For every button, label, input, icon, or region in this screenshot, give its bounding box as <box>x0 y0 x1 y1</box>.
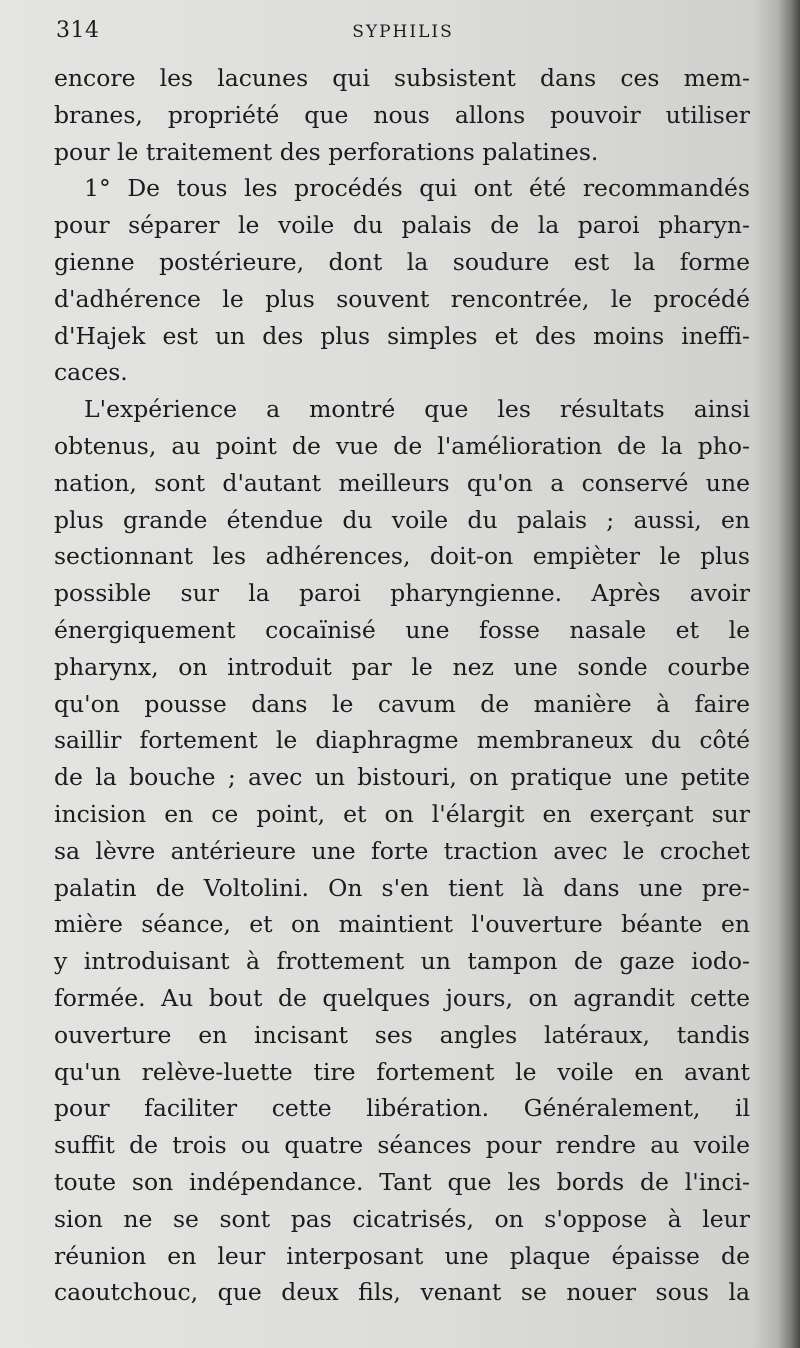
page-header <box>56 18 750 48</box>
text-line: sion ne se sont pas cicatrisés, on s'oppose à leur <box>54 1204 750 1233</box>
text-line: pour faciliter cette libération. Généralement, il <box>54 1094 750 1123</box>
text-line: suffit de trois ou quatre séances pour rendre au voile <box>54 1131 750 1160</box>
text-line: nation, sont d'autant meilleurs qu'on a conservé une <box>54 468 750 497</box>
text-line: 1° De tous les procédés qui ont été recommandés <box>84 174 750 203</box>
text-line: plus grande étendue du voile du palais ; aussi, en <box>54 505 750 534</box>
text-line: qu'un relève-luette tire fortement le voile en avant <box>54 1057 750 1086</box>
text-line: encore les lacunes qui subsistent dans ces mem- <box>54 64 750 92</box>
text-line: sa lèvre antérieure une forte traction avec le crochet <box>54 836 750 865</box>
text-line: de la bouche ; avec un bistouri, on pratique une petite <box>54 763 750 792</box>
text-line: possible sur la paroi pharyngienne. Après avoir <box>54 579 750 608</box>
text-line: énergiquement cocaïnisé une fosse nasale et le <box>54 615 750 644</box>
text-line: gienne postérieure, dont la soudure est la forme <box>54 247 750 276</box>
text-line: d'Hajek est un des plus simples et des moins ineffi- <box>54 321 750 350</box>
text-line: qu'on pousse dans le cavum de manière à faire <box>54 689 750 718</box>
page-edge-shadow <box>778 0 800 1348</box>
text-line: formée. Au bout de quelques jours, on agrandit cette <box>54 983 750 1012</box>
text-line: branes, propriété que nous allons pouvoir utiliser <box>54 100 750 129</box>
text-line: palatin de Voltolini. On s'en tient là dans une pre- <box>54 873 750 902</box>
text-line: saillir fortement le diaphragme membraneux du côté <box>54 726 750 755</box>
text-line: réunion en leur interposant une plaque épaisse de <box>54 1241 750 1270</box>
text-line: pour séparer le voile du palais de la paroi pharyn- <box>54 211 750 240</box>
text-line: ouverture en incisant ses angles latéraux, tandis <box>54 1020 750 1049</box>
text-line: d'adhérence le plus souvent rencontrée, le procédé <box>54 284 750 313</box>
text-line: incision en ce point, et on l'élargit en exerçant sur <box>54 799 750 828</box>
body-text <box>54 60 750 1311</box>
text-line: toute son indépendance. Tant que les bords de l'inci- <box>54 1167 750 1196</box>
running-title: SYPHILIS <box>352 22 454 42</box>
text-line: caoutchouc, que deux fils, venant se nouer sous la <box>54 1278 750 1307</box>
text-line: obtenus, au point de vue de l'amélioration de la pho- <box>54 431 750 460</box>
text-line: y introduisant à frottement un tampon de gaze iodo- <box>54 947 750 976</box>
text-line: caces. <box>54 358 128 387</box>
text-line: mière séance, et on maintient l'ouverture béante en <box>54 910 750 939</box>
text-line: pharynx, on introduit par le nez une sonde courbe <box>54 652 750 681</box>
text-line: pour le traitement des perforations palatines. <box>54 137 599 166</box>
page-number: 314 <box>56 18 100 43</box>
text-line: L'expérience a montré que les résultats ainsi <box>84 395 750 424</box>
text-line: sectionnant les adhérences, doit-on empièter le plus <box>54 542 750 571</box>
